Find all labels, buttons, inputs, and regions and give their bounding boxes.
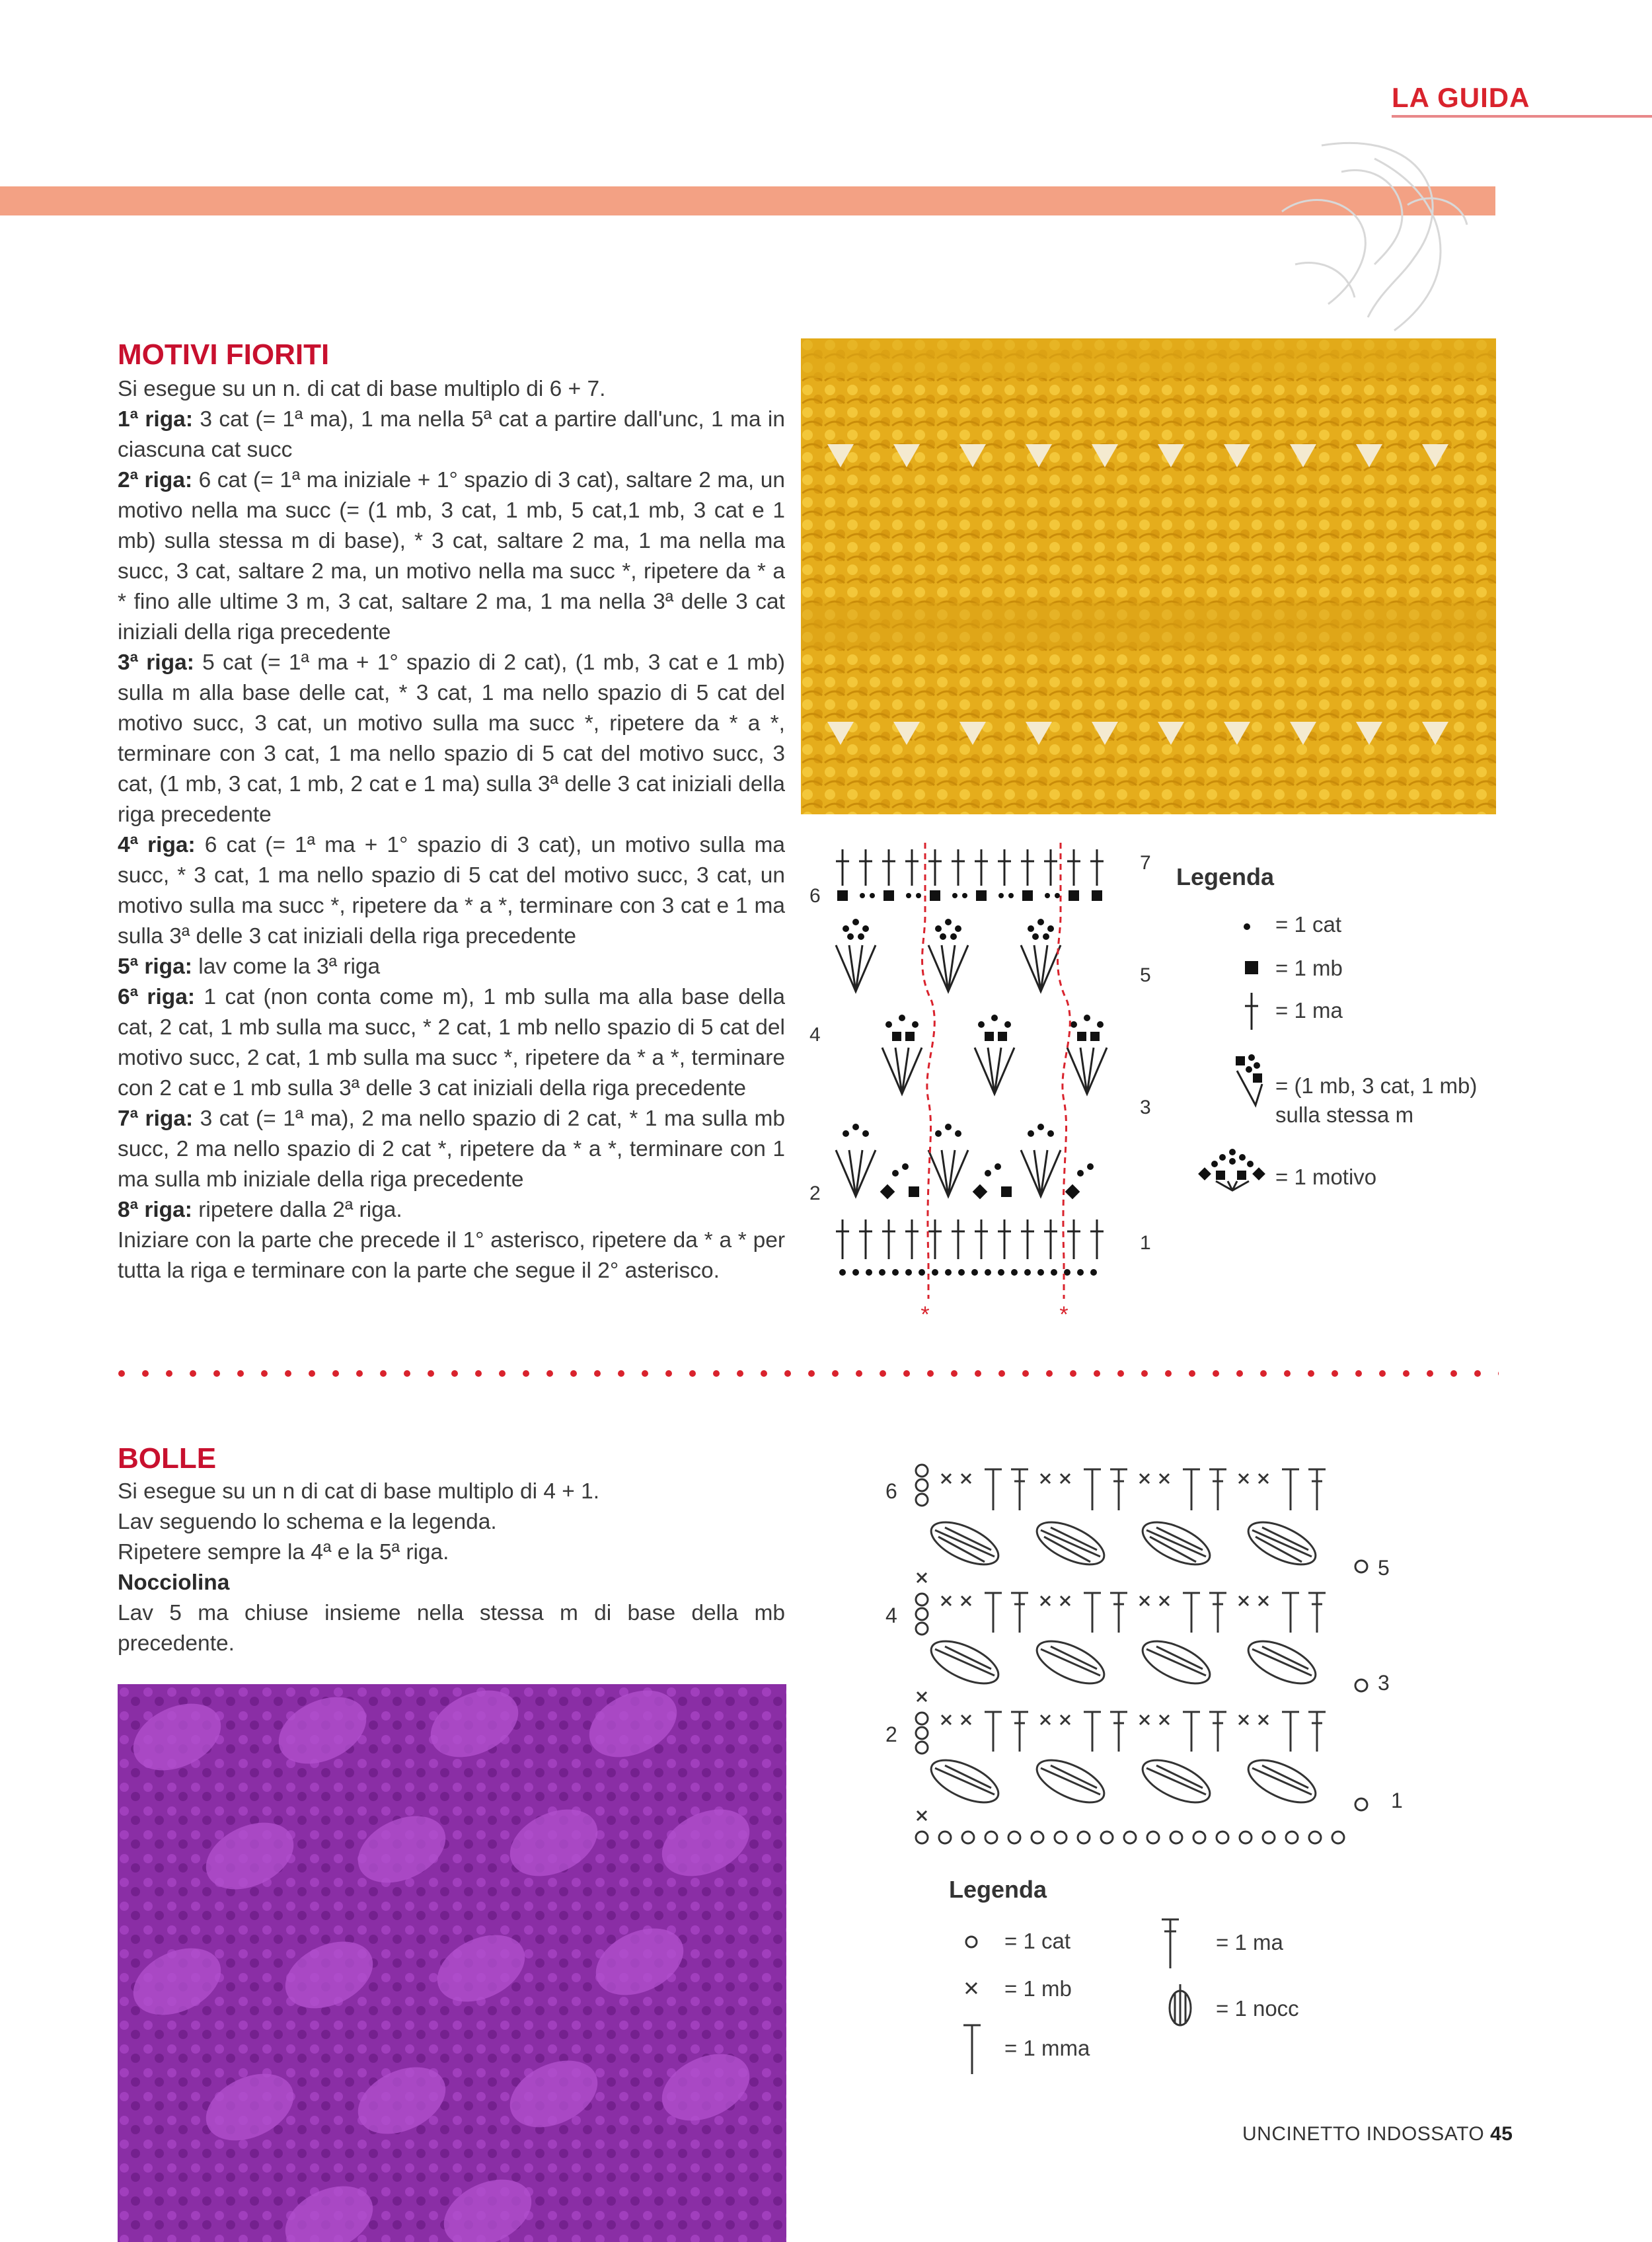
legend-ma-icon <box>1244 991 1259 1034</box>
row-instruction: 2ª riga: 6 cat (= 1ª ma iniziale + 1° spazio di 3 cat), saltare 2 ma, un motivo nella ma succ (= (1 mb, 3 cat, 1 mb, 5 cat,1 mb, 3 cat e 1 mb) sulla stessa m di base), * 3 cat, saltare 2 ma, 1 ma nella ma succ, 3 cat, saltare 2 ma, un motivo nella ma succ *, ripetere da * a * fino alle ultime 3 m, 3 cat, saltare 2 ma, 1 ma nella 3ª delle 3 cat iniziali della riga precedente <box>118 468 785 644</box>
legend-mb-icon <box>1244 960 1259 979</box>
row-instruction: 1ª riga: 3 cat (= 1ª ma), 1 ma nella 5ª cat a partire dall'unc, 1 ma in ciascuna cat succ <box>118 407 786 462</box>
legend-mb-x-icon <box>963 1980 979 1999</box>
section2-subtitle: Nocciolina <box>118 1570 230 1595</box>
section2-line: Si esegue su un n di cat di base multiplo di 4 + 1. <box>118 1479 600 1504</box>
section1-intro: Si esegue su un n. di cat di base multiplo di 6 + 7. <box>118 377 606 401</box>
chart-row-number: 3 <box>1378 1671 1390 1695</box>
purple-swatch-photo <box>118 1684 786 2242</box>
legend-motif-icon <box>1196 1147 1269 1196</box>
legend-item-nocc: = 1 nocc <box>1216 1996 1299 2021</box>
row-instruction: 4ª riga: 6 cat (= 1ª ma + 1° spazio di 3 cat), un motivo sulla ma succ, * 3 cat, 1 ma nello spazio di 5 cat del motivo succ, 3 cat, un motivo sulla ma succ *, ripetere da * a *, terminare con 3 cat e 1 ma sulla 3ª delle 3 cat iniziali della riga precedente <box>118 833 785 948</box>
row-instruction: 8ª riga: ripetere dalla 2ª riga. <box>118 1198 402 1222</box>
section1-body <box>118 374 785 1286</box>
magazine-name: UNCINETTO INDOSSATO <box>1242 2123 1485 2145</box>
legend-item-motif: = 1 motivo <box>1275 1165 1377 1189</box>
chart-row-number: 1 <box>1140 1232 1151 1254</box>
row-instruction: 5ª riga: lav come la 3ª riga <box>118 954 381 979</box>
dotted-separator <box>118 1370 1499 1377</box>
legend-nocc-icon <box>1167 1982 1193 2038</box>
chart-row-number: 2 <box>885 1722 897 1746</box>
chart-row-number: 7 <box>1140 852 1151 874</box>
legend-item-mma: = 1 mma <box>1004 2036 1090 2060</box>
chart-row-number: 4 <box>885 1604 897 1627</box>
chart-row-number: 1 <box>1391 1789 1403 1812</box>
legend-cluster-icon <box>1229 1051 1269 1114</box>
header-rule <box>1392 115 1652 118</box>
legend-item-cluster: = (1 mb, 3 cat, 1 mb) <box>1275 1073 1478 1098</box>
chart-row-7-stitches <box>836 849 1104 886</box>
legend-item-mb: = 1 mb <box>1275 956 1343 980</box>
section1-note: Iniziare con la parte che precede il 1° asterisco, ripetere da * a * per tutta la riga e terminare con la parte che segue il 2° asterisco. <box>118 1228 785 1283</box>
chart-row-number: 4 <box>809 1024 821 1046</box>
legend-item-cat: = 1 cat <box>1004 1929 1070 1953</box>
legend-title: Legenda <box>949 1876 1047 1903</box>
bolle-chart <box>885 1457 1414 1867</box>
row-instruction: 6ª riga: 1 cat (non conta come m), 1 mb sulla ma alla base della cat, 2 cat, 1 mb sulla ma succ, * 2 cat, 1 mb nello spazio di 5 cat del motivo succ, 2 cat, 1 mb sulla ma succ *, ripetere da * a *, terminare con 2 cat e 1 mb sulla 3ª delle 3 cat iniziali della riga precedente <box>118 985 785 1101</box>
section2-subtext: Lav 5 ma chiuse insieme nella stessa m di base della mb precedente. <box>118 1601 785 1656</box>
section2-body <box>118 1477 785 1659</box>
repeat-asterisk-left: * <box>920 1302 930 1325</box>
legend-item-cat: = 1 cat <box>1275 912 1341 937</box>
section2-line: Ripetere sempre la 4ª e la 5ª riga. <box>118 1540 449 1565</box>
legend-title: Legenda <box>1176 863 1275 890</box>
chart-row-number: 6 <box>809 885 821 907</box>
page-footer <box>1242 2123 1513 2145</box>
section2-line: Lav seguendo lo schema e la legenda. <box>118 1510 497 1534</box>
legend-ma-icon <box>1160 1917 1180 1973</box>
legend-item-ma: = 1 ma <box>1275 998 1343 1023</box>
legend-item-cluster-note: sulla stessa m <box>1275 1102 1414 1127</box>
chart-row-number: 5 <box>1378 1556 1390 1580</box>
chart-row-number: 3 <box>1140 1097 1151 1118</box>
line-art-decoration <box>1242 132 1520 344</box>
motivi-fioriti-chart <box>809 836 1160 1325</box>
legend-item-ma: = 1 ma <box>1216 1930 1283 1954</box>
yellow-swatch-photo <box>801 338 1496 814</box>
section-title-bolle: BOLLE <box>118 1442 217 1475</box>
legend-item-mb: = 1 mb <box>1004 1976 1072 2001</box>
section-title-motivi-fioriti: MOTIVI FIORITI <box>118 338 330 371</box>
chart-row-number: 5 <box>1140 964 1151 986</box>
page-number: 45 <box>1490 2123 1513 2145</box>
chart-row-number: 6 <box>885 1479 897 1503</box>
row-instruction: 3ª riga: 5 cat (= 1ª ma + 1° spazio di 2 cat), (1 mb, 3 cat e 1 mb) sulla m alla base delle cat, * 3 cat, 1 ma nello spazio di 5 cat del motivo succ, 3 cat, un motivo sulla ma succ *, ripetere da * a *, terminare con 3 cat, 1 ma nello spazio di 5 cat del motivo succ, 3 cat, (1 mb, 3 cat, 1 mb, 2 cat e 1 ma) sulla 3ª delle 3 cat iniziali della riga precedente <box>118 650 786 827</box>
legend-cat-circle-icon <box>963 1934 979 1953</box>
chart-row-number: 2 <box>809 1182 821 1204</box>
legend-mma-icon <box>962 2023 982 2079</box>
row-instruction: 7ª riga: 3 cat (= 1ª ma), 2 ma nello spazio di 2 cat, * 1 ma sulla mb succ, 2 ma nello spazio di 2 cat *, ripetere da * a *, terminare con 1 ma sulla mb iniziale della riga precedente <box>118 1106 785 1192</box>
repeat-asterisk-right: * <box>1059 1302 1069 1325</box>
legend-cat-icon <box>1242 922 1252 935</box>
header-label: LA GUIDA <box>1392 82 1530 113</box>
